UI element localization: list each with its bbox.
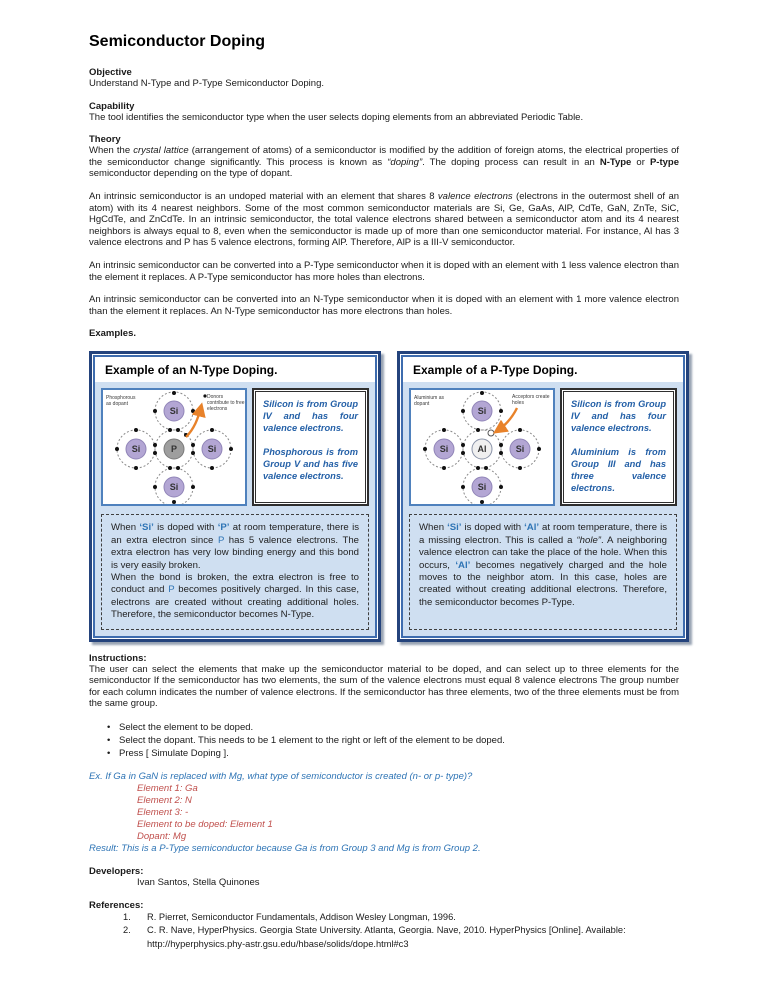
theory-paragraph-3: An intrinsic semiconductor can be converted into a P-Type semiconductor when it is doped with an element with 1 less valence electron than the element it replaces. A P-Type semiconductor has more holes than electrons. bbox=[89, 259, 679, 283]
atom-label: Si bbox=[515, 444, 525, 455]
developers-heading: Developers: bbox=[89, 865, 144, 877]
text-segment: When the bbox=[89, 145, 134, 157]
text-segment: ‘Al’ bbox=[524, 522, 540, 534]
text-segment: P bbox=[217, 534, 225, 546]
ptype-dopant-label: Aluminium as dopant bbox=[414, 395, 445, 408]
reference-number: 1. bbox=[123, 911, 131, 922]
atom-label: Al bbox=[477, 444, 487, 455]
capability-text: The tool identifies the semiconductor type when the user selects doping elements from an abbreviated Periodic Table. bbox=[89, 111, 584, 123]
capability-heading: Capability bbox=[89, 100, 135, 112]
text-segment: When bbox=[419, 522, 448, 534]
text-segment: “hole” bbox=[576, 534, 601, 546]
ntype-info-silicon: Silicon is from Group IV and has four valence electrons. bbox=[263, 399, 358, 434]
ptype-example-box bbox=[397, 351, 689, 641]
text-segment: becomes negatively charged and the hole moves to the neighbor atom. In this case, holes are created without creating additional electrons. Therefore, the semiconductor becomes P-Type. bbox=[419, 559, 667, 608]
ptype-explanation-box bbox=[409, 514, 677, 629]
reference-number: 2. bbox=[123, 925, 131, 936]
text-segment: semiconductor depending on the type of dopant. bbox=[89, 168, 293, 180]
text-segment: or bbox=[631, 156, 650, 168]
examples-row bbox=[89, 351, 689, 641]
text-segment: . A neighboring valence electron can take the place of the hole. When this occurs, bbox=[419, 534, 667, 571]
text-segment: “doping” bbox=[387, 156, 423, 168]
text-segment: becomes positively charged. In this case, electrons are created without creating additional holes. Therefore, the semiconductor becomes N-Type. bbox=[111, 584, 359, 621]
ntype-dopant-label: Phosphorous as dopant bbox=[106, 395, 136, 408]
reference-text: R. Pierret, Semiconductor Fundamentals, Addison Wesley Longman, 1996. bbox=[147, 911, 456, 922]
examples-heading: Examples. bbox=[89, 328, 136, 340]
text-segment: valence electrons bbox=[437, 190, 513, 202]
reference-item-1 bbox=[123, 911, 679, 925]
text-segment: is doped with bbox=[461, 522, 525, 534]
ntype-atom-diagram bbox=[101, 388, 247, 506]
ntype-explanation-2 bbox=[111, 572, 359, 622]
instruction-bullet-2: • Select the dopant. This needs to be 1 element to the right or left of the element to be doped. bbox=[89, 734, 679, 747]
hole-circle bbox=[488, 430, 494, 436]
atom-label: Si bbox=[131, 444, 141, 455]
theory-paragraph-1 bbox=[89, 145, 679, 180]
ntype-explanation-box bbox=[101, 514, 369, 629]
text-segment: crystal lattice bbox=[133, 145, 189, 157]
theory-paragraph-4: An intrinsic semiconductor can be converted into an N-Type semiconductor when it is doped with an element with 1 more valence electron than the element it replaces. An N-Type semiconductor has more electrons than holes. bbox=[89, 294, 679, 317]
text-segment: An intrinsic semiconductor is an undoped material with an element that shares 8 bbox=[89, 190, 438, 202]
ptype-example-title: Example of a P-Type Doping. bbox=[403, 357, 683, 382]
text-segment: is doped with bbox=[153, 522, 218, 534]
ntype-info-phosphorous: Phosphorous is from Group V and has five valence electrons. bbox=[263, 447, 358, 482]
ptype-info-box bbox=[560, 388, 677, 506]
text-segment: ‘Si’ bbox=[447, 522, 462, 534]
ptype-info-silicon: Silicon is from Group IV and has four valence electrons. bbox=[571, 399, 666, 434]
ntype-top-row bbox=[101, 388, 369, 506]
objective-text: Understand N-Type and P-Type Semiconductor Doping. bbox=[89, 78, 324, 89]
ntype-donor-label: Donors contribute to free electrons bbox=[207, 394, 245, 413]
atom-label: Si bbox=[477, 482, 487, 493]
exercise-element-to-dope: Element to be doped: Element 1 bbox=[137, 818, 273, 830]
ntype-example-title: Example of an N-Type Doping. bbox=[95, 357, 375, 382]
atom-label: Si bbox=[207, 444, 217, 455]
reference-text bbox=[147, 924, 679, 951]
ptype-atom-diagram-svg bbox=[411, 390, 553, 504]
objective-heading: Objective bbox=[89, 67, 132, 78]
text-segment: has 5 valence electrons. The extra electron has very low binding energy and this bond is very easily broken. bbox=[111, 534, 359, 571]
instructions-heading: Instructions: bbox=[89, 652, 147, 664]
ptype-info-aluminium: Aluminium is from Group III and has three valence electrons. bbox=[571, 447, 666, 494]
text-segment: at room temperature, there is a missing electron. This is called a bbox=[419, 522, 668, 546]
ptype-atom-diagram bbox=[409, 388, 555, 506]
text-segment: P bbox=[168, 584, 175, 596]
ntype-info-inner bbox=[255, 391, 366, 503]
ntype-explanation-1 bbox=[111, 522, 359, 572]
ntype-example-inner bbox=[93, 355, 377, 637]
ptype-acceptor-label: Acceptors create holes bbox=[512, 394, 550, 407]
ptype-example-body bbox=[403, 382, 683, 635]
exercise-element-2: Element 2: N bbox=[137, 794, 192, 806]
ntype-info-box bbox=[252, 388, 369, 506]
ptype-top-row bbox=[409, 388, 677, 506]
exercise-dopant: Dopant: Mg bbox=[137, 830, 187, 842]
theory-heading: Theory bbox=[89, 134, 121, 146]
exercise-element-1: Element 1: Ga bbox=[137, 782, 198, 794]
text-segment: at room temperature, there is an extra electron since bbox=[111, 522, 359, 546]
text-segment: (electrons in the outermost shell of an atom) with its 4 nearest neighbors. Some of the most common semiconductor materials are Si, Ge, GaAs, AlP, CdTe, GaN, ZnTe, SiC, HgCdTe, and ZnCdTe. In an intrinsic semiconductor, the total valence electrons shared between a semiconductor atom and its 4 nearest neighbors is always equal to 8, even when the semiconductor is made up of more than one semiconductor material. For instance, Al has 3 valence electrons and P has 5 valence electrons, forming AlP. Therefore, AlP is a III-V semiconductor. bbox=[89, 190, 680, 249]
text-segment: ‘Al’ bbox=[455, 559, 471, 571]
instructions-text: The user can select the elements that make up the semiconductor material to be doped, and can select up to three elements for the semiconductor If the semiconductor has two elements, the sum of the valence electrons must equal 8 valence electrons The group number for each column indicates the number of valence electrons. If the semiconductor has three elements, two of the three elements must be from the same group. bbox=[89, 663, 679, 710]
instruction-bullet-3: • Press [ Simulate Doping ]. bbox=[89, 747, 679, 760]
text-segment: P-type bbox=[649, 156, 679, 168]
text-segment: When the bond is broken, the extra electron is free to conduct and bbox=[111, 571, 359, 596]
atom-label: Si bbox=[477, 406, 487, 417]
text-segment: ‘Si’ bbox=[139, 522, 154, 534]
exercise-result: Result: This is a P-Type semiconductor because Ga is from Group 3 and Mg is from Group 2. bbox=[89, 842, 481, 854]
ptype-info-inner bbox=[563, 391, 674, 503]
atom-label: Si bbox=[169, 482, 179, 493]
theory-paragraph-2 bbox=[89, 191, 679, 249]
text-segment: (arrangement of atoms) of a semiconductor is modified by the addition of foreign atoms, the electrical properties of the semiconductor change significantly. This process is known as bbox=[89, 145, 680, 168]
text-segment: N-Type bbox=[599, 156, 632, 168]
ntype-example-body bbox=[95, 382, 375, 635]
exercise-element-3: Element 3: - bbox=[137, 806, 189, 818]
ptype-example-inner bbox=[401, 355, 685, 637]
atom-label: Si bbox=[439, 444, 449, 455]
reference-item-2 bbox=[123, 924, 679, 951]
text-segment: ‘P’ bbox=[217, 522, 230, 534]
reference-citation: C. R. Nave, HyperPhysics. Georgia State University. Atlanta, Georgia. Nave, 2010. HyperPhysics [Online]. Available: bbox=[147, 925, 626, 936]
page-title: Semiconductor Doping bbox=[89, 33, 265, 50]
developers-names: Ivan Santos, Stella Quinones bbox=[137, 876, 260, 888]
ptype-explanation bbox=[419, 522, 667, 609]
ntype-example-box bbox=[89, 351, 381, 641]
instruction-bullet-1: • Select the element to be doped. bbox=[89, 721, 679, 734]
reference-url: http://hyperphysics.phy-astr.gsu.edu/hbase/solids/dope.html#c3 bbox=[147, 938, 409, 949]
atom-label: P bbox=[170, 444, 178, 455]
instructions-list bbox=[89, 721, 679, 760]
references-heading: References: bbox=[89, 899, 144, 911]
atom-label: Si bbox=[169, 406, 179, 417]
text-segment: . The doping process can result in an bbox=[422, 156, 600, 168]
exercise-question: Ex. If Ga in GaN is replaced with Mg, what type of semiconductor is created (n- or p- type)? bbox=[89, 770, 473, 782]
text-segment: When bbox=[111, 522, 140, 534]
